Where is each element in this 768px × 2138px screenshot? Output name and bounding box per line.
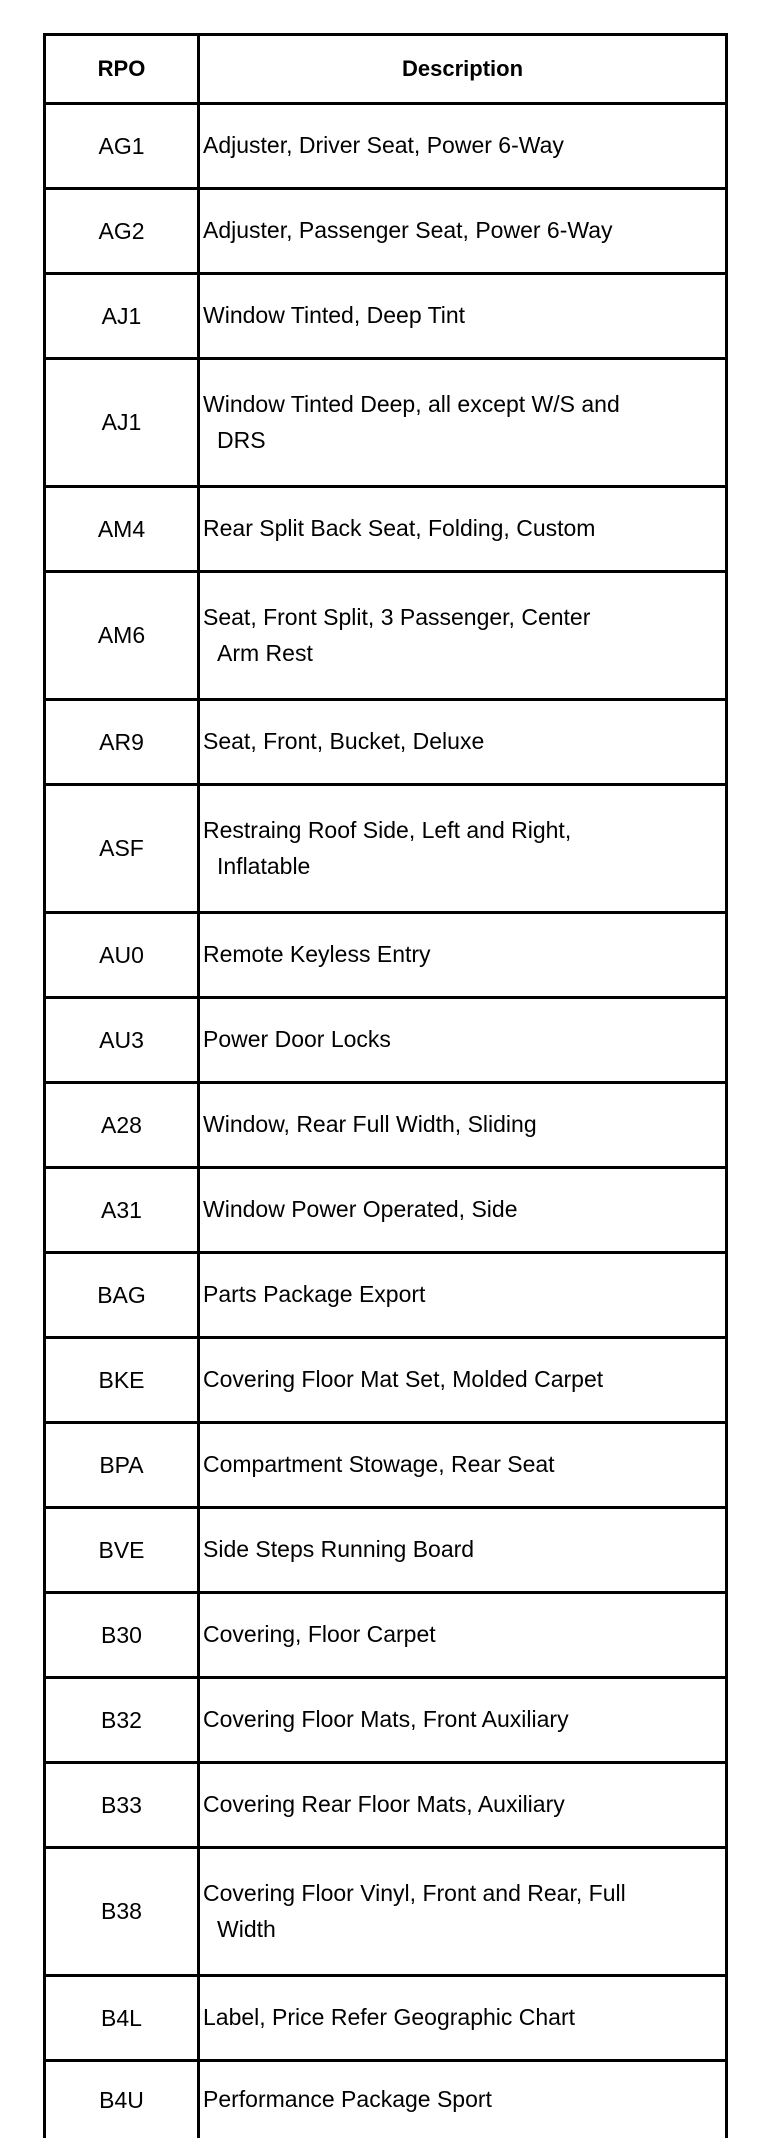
description-line: DRS — [203, 423, 719, 459]
description-cell — [199, 359, 727, 487]
description-cell — [199, 2061, 727, 2138]
description-line: Width — [203, 1912, 719, 1948]
description-line: Adjuster, Driver Seat, Power 6-Way — [203, 128, 719, 164]
header-row — [45, 35, 727, 104]
description-line: Window, Rear Full Width, Sliding — [203, 1107, 719, 1143]
table-row — [45, 700, 727, 785]
description-line: Seat, Front, Bucket, Deluxe — [203, 724, 719, 760]
description-line: Restraing Roof Side, Left and Right, — [203, 813, 719, 849]
table-row — [45, 913, 727, 998]
description-line: Covering Floor Mats, Front Auxiliary — [203, 1702, 719, 1738]
description-line: Inflatable — [203, 849, 719, 885]
description-line: Rear Split Back Seat, Folding, Custom — [203, 511, 719, 547]
description-line: Window Tinted, Deep Tint — [203, 298, 719, 334]
description-cell — [199, 998, 727, 1083]
rpo-code-cell: B4L — [45, 1976, 199, 2061]
table-row — [45, 1253, 727, 1338]
description-cell — [199, 189, 727, 274]
description-cell — [199, 1253, 727, 1338]
description-cell — [199, 1338, 727, 1423]
description-cell — [199, 1763, 727, 1848]
table-row — [45, 1508, 727, 1593]
description-cell — [199, 1083, 727, 1168]
description-cell — [199, 1423, 727, 1508]
rpo-code-cell: AU0 — [45, 913, 199, 998]
rpo-code-cell: A31 — [45, 1168, 199, 1253]
description-cell — [199, 913, 727, 998]
rpo-code-cell: B32 — [45, 1678, 199, 1763]
table-row — [45, 274, 727, 359]
description-line: Power Door Locks — [203, 1022, 719, 1058]
header-rpo: RPO — [45, 35, 199, 104]
table-row — [45, 785, 727, 913]
header-description: Description — [199, 35, 727, 104]
table-row — [45, 1083, 727, 1168]
table-row — [45, 1976, 727, 2061]
description-cell — [199, 274, 727, 359]
description-line: Parts Package Export — [203, 1277, 719, 1313]
rpo-code-cell: B33 — [45, 1763, 199, 1848]
description-line: Covering Floor Vinyl, Front and Rear, Full — [203, 1876, 719, 1912]
table-row — [45, 1338, 727, 1423]
description-cell — [199, 1976, 727, 2061]
rpo-code-cell: B30 — [45, 1593, 199, 1678]
description-cell — [199, 1678, 727, 1763]
rpo-code-cell: AG1 — [45, 104, 199, 189]
rpo-code-cell: AJ1 — [45, 274, 199, 359]
table-row — [45, 1593, 727, 1678]
rpo-code-cell: A28 — [45, 1083, 199, 1168]
description-cell — [199, 572, 727, 700]
description-cell — [199, 1848, 727, 1976]
description-cell — [199, 1168, 727, 1253]
description-line: Remote Keyless Entry — [203, 937, 719, 973]
rpo-code-cell: B38 — [45, 1848, 199, 1976]
description-line: Seat, Front Split, 3 Passenger, Center — [203, 600, 719, 636]
description-line: Arm Rest — [203, 636, 719, 672]
description-line: Window Tinted Deep, all except W/S and — [203, 387, 719, 423]
rpo-code-cell: AU3 — [45, 998, 199, 1083]
description-cell — [199, 1593, 727, 1678]
table-row — [45, 1763, 727, 1848]
description-cell — [199, 104, 727, 189]
description-cell — [199, 785, 727, 913]
rpo-code-cell: B4U — [45, 2061, 199, 2138]
description-cell — [199, 700, 727, 785]
table-row — [45, 487, 727, 572]
description-cell — [199, 487, 727, 572]
rpo-code-cell: BKE — [45, 1338, 199, 1423]
table-row — [45, 1423, 727, 1508]
table-body — [45, 104, 727, 2138]
rpo-code-cell: AJ1 — [45, 359, 199, 487]
rpo-table — [43, 33, 728, 2138]
table-row — [45, 1168, 727, 1253]
table-row — [45, 1848, 727, 1976]
table-row — [45, 572, 727, 700]
rpo-code-cell: AR9 — [45, 700, 199, 785]
table-row — [45, 2061, 727, 2138]
rpo-code-cell: BVE — [45, 1508, 199, 1593]
description-line: Window Power Operated, Side — [203, 1192, 719, 1228]
description-line: Adjuster, Passenger Seat, Power 6-Way — [203, 213, 719, 249]
description-line: Compartment Stowage, Rear Seat — [203, 1447, 719, 1483]
rpo-code-cell: BPA — [45, 1423, 199, 1508]
description-line: Covering Rear Floor Mats, Auxiliary — [203, 1787, 719, 1823]
description-line: Side Steps Running Board — [203, 1532, 719, 1568]
rpo-code-cell: AM4 — [45, 487, 199, 572]
table-row — [45, 359, 727, 487]
description-line: Covering, Floor Carpet — [203, 1617, 719, 1653]
description-line: Performance Package Sport — [203, 2082, 719, 2118]
table-row — [45, 104, 727, 189]
description-line: Label, Price Refer Geographic Chart — [203, 2000, 719, 2036]
rpo-code-cell: BAG — [45, 1253, 199, 1338]
rpo-code-cell: ASF — [45, 785, 199, 913]
table-row — [45, 1678, 727, 1763]
description-cell — [199, 1508, 727, 1593]
description-line: Covering Floor Mat Set, Molded Carpet — [203, 1362, 719, 1398]
table-row — [45, 998, 727, 1083]
rpo-code-cell: AG2 — [45, 189, 199, 274]
table-row — [45, 189, 727, 274]
rpo-code-cell: AM6 — [45, 572, 199, 700]
